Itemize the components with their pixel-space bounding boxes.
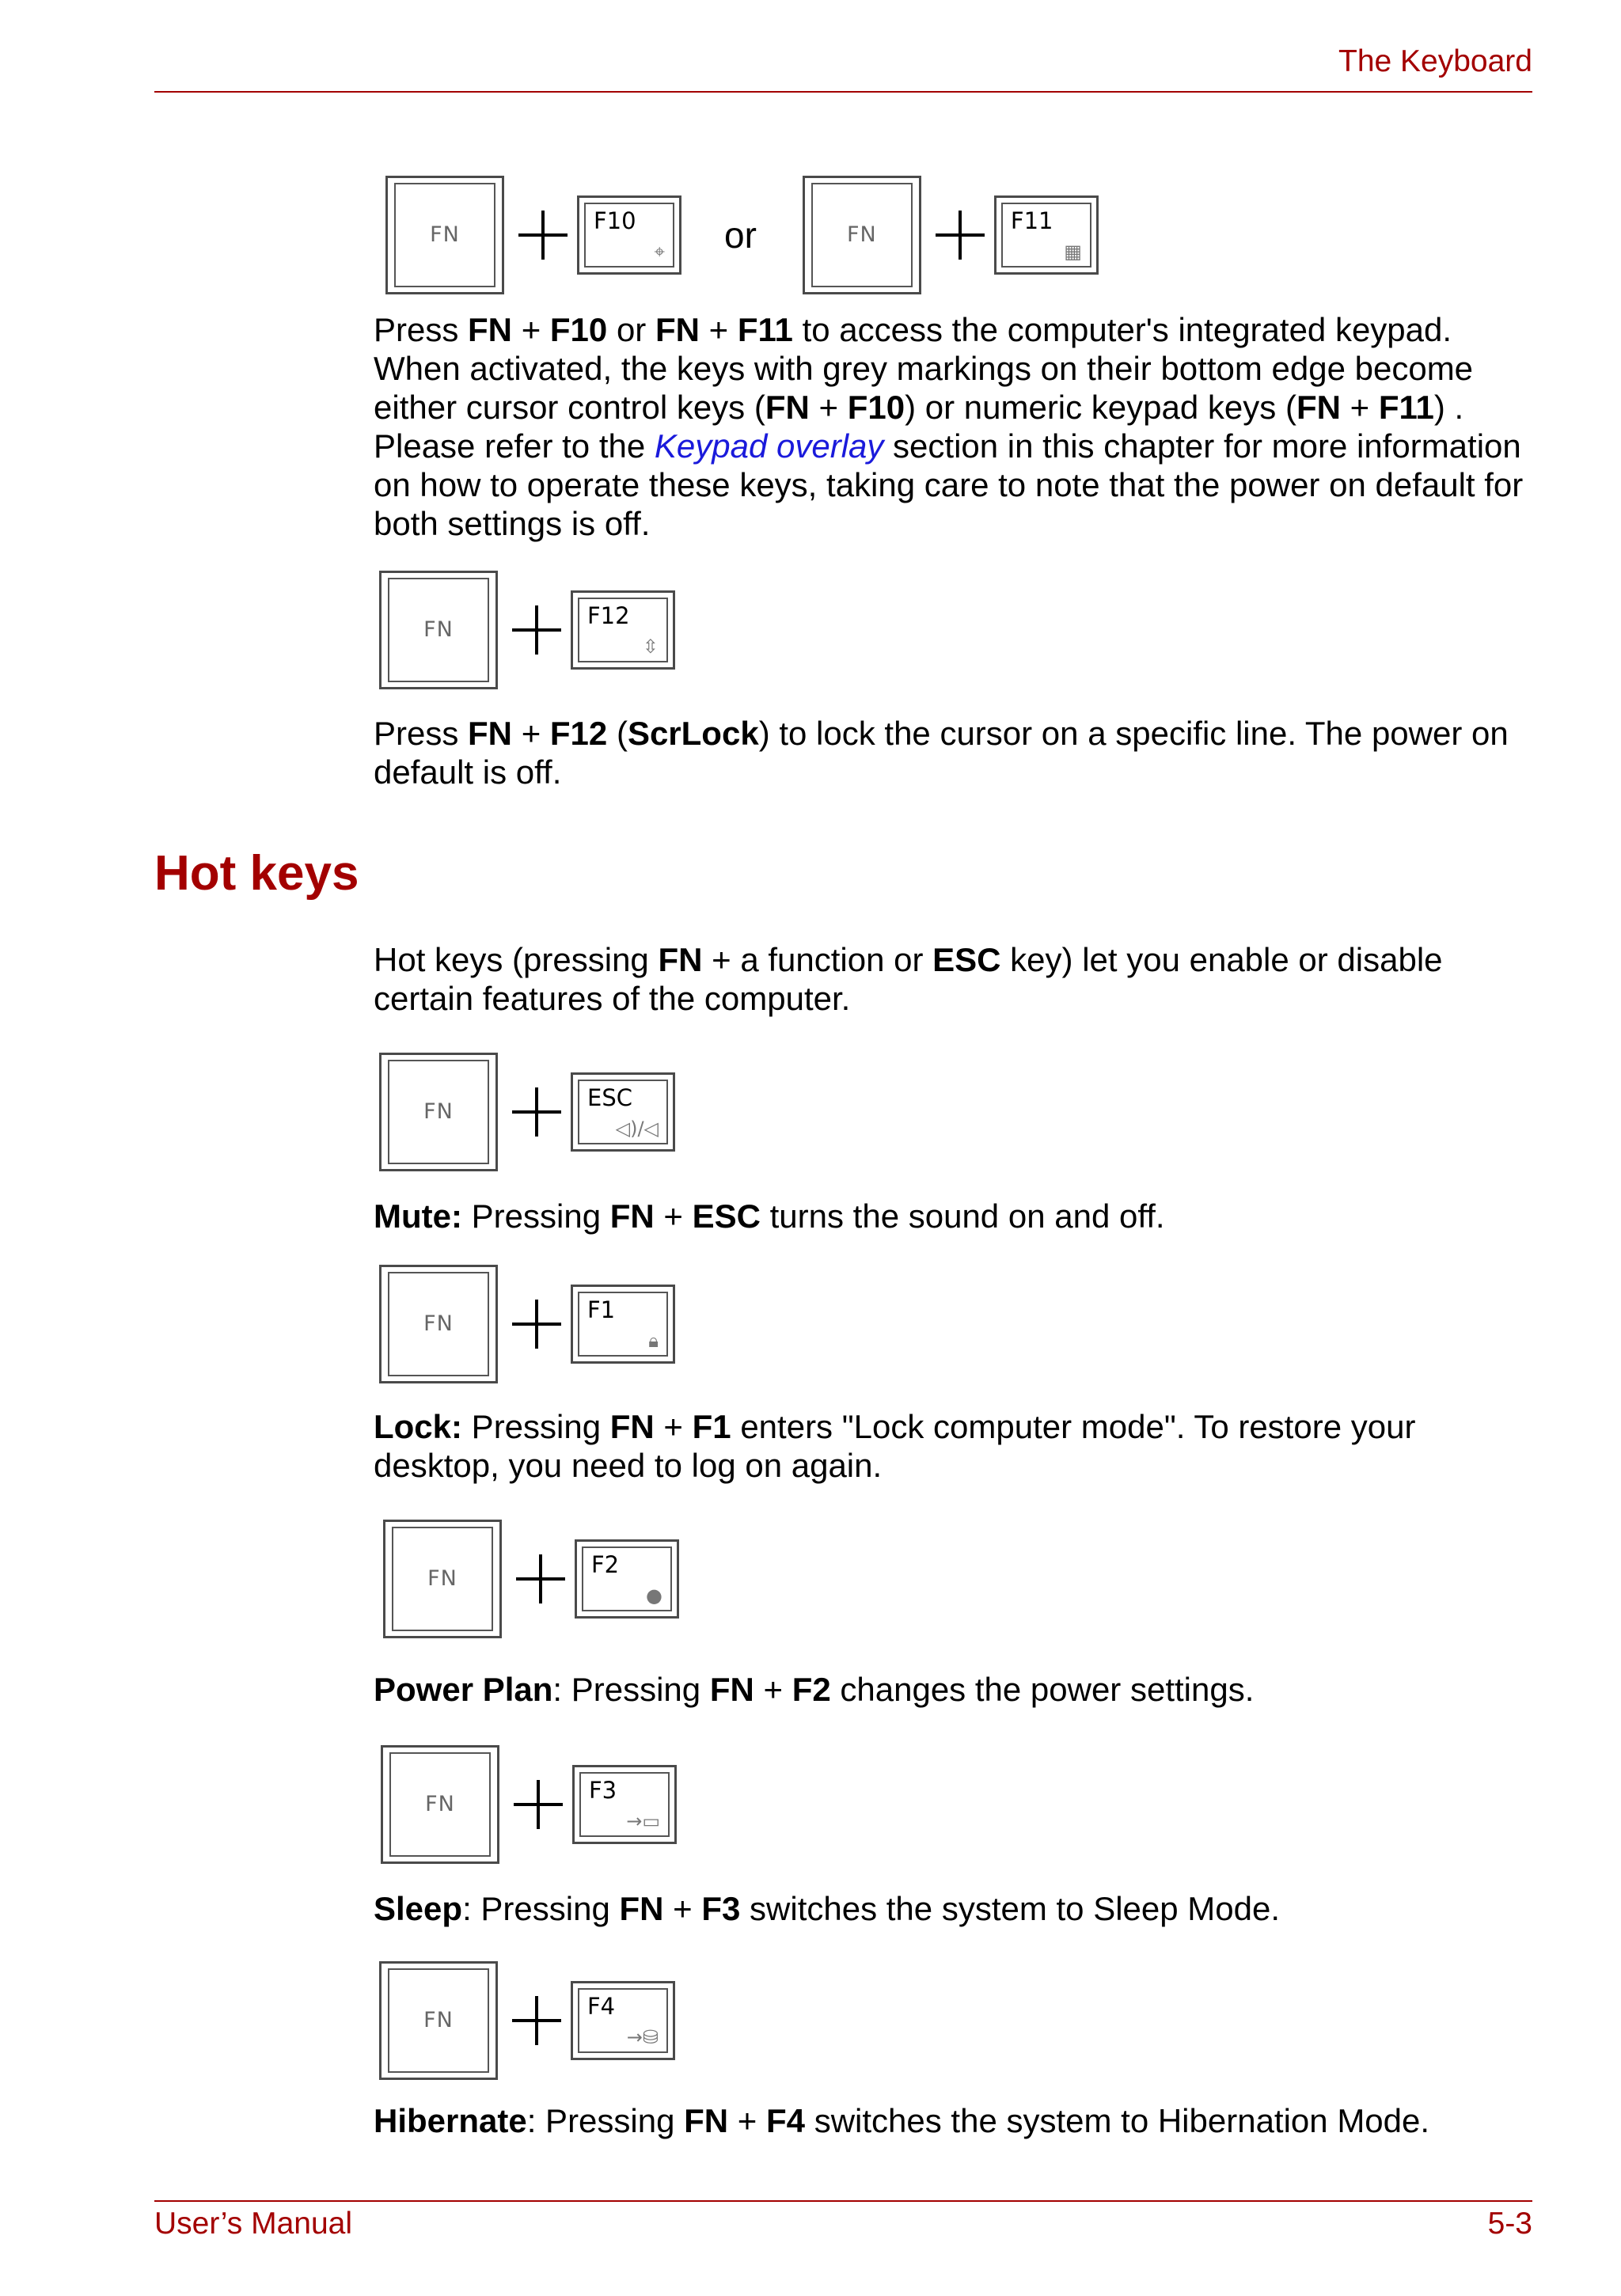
key-name: F4 <box>766 2102 806 2139</box>
key-name: F1 <box>692 1408 731 1445</box>
text: : Pressing <box>462 1890 620 1927</box>
key-name: ESC <box>692 1197 761 1235</box>
numeric-keypad-icon: ▦ <box>1064 241 1082 263</box>
fn-key <box>379 571 498 689</box>
key-name: F2 <box>792 1671 831 1708</box>
f2-key-label: F2 <box>591 1551 620 1578</box>
text: ) or numeric keypad keys ( <box>905 389 1296 426</box>
text: ) to lock the cursor on a specific line. The power on default is off. <box>374 715 1509 791</box>
key-name: F12 <box>549 715 608 752</box>
lock-paragraph <box>374 1407 1545 1485</box>
plus-icon <box>512 605 561 655</box>
scroll-lock-icon: ⇳ <box>642 636 659 658</box>
f3-key-label: F3 <box>589 1777 617 1804</box>
plus-icon <box>512 1087 561 1137</box>
plus-icon <box>518 211 568 260</box>
text: + <box>809 389 848 426</box>
power-plan-paragraph <box>374 1670 1545 1709</box>
mute-paragraph <box>374 1197 1545 1235</box>
f1-key-label: F1 <box>587 1296 616 1323</box>
text: + <box>654 1197 693 1235</box>
text: ( <box>607 715 628 752</box>
page-header-title: The Keyboard <box>1338 44 1532 78</box>
fn-key <box>383 1520 502 1638</box>
f1-key <box>571 1285 675 1364</box>
key-name: F3 <box>701 1890 741 1927</box>
sleep-icon: →▭ <box>626 1810 660 1832</box>
text: or <box>607 311 655 348</box>
scroll-lock-paragraph <box>374 714 1545 791</box>
speaker-mute-icon: ◁)/◁ <box>615 1118 659 1140</box>
key-name: F11 <box>737 311 793 348</box>
key-name: F10 <box>549 311 608 348</box>
text: + <box>654 1408 693 1445</box>
text: turns the sound on and off. <box>760 1197 1165 1235</box>
text: + <box>663 1890 702 1927</box>
text: + <box>512 311 550 348</box>
fn-key-label: FN <box>425 1792 455 1816</box>
hibernate-icon: →⛁ <box>626 2026 659 2048</box>
text: section in this chapter for more information on how to operate these keys, taking care to note that the power on default for both settings is off. <box>374 427 1524 542</box>
feature-name: Hibernate <box>374 2102 527 2139</box>
key-name: FN <box>619 1890 664 1927</box>
text: : Pressing <box>526 2102 685 2139</box>
section-heading-hot-keys: Hot keys <box>154 846 359 901</box>
key-combo-fn-f4 <box>379 1961 675 2080</box>
f11-key <box>994 195 1099 275</box>
key-name: FN <box>468 311 513 348</box>
footer-manual-title: User’s Manual <box>154 2207 352 2241</box>
text: Press <box>374 311 469 348</box>
plus-icon <box>512 1996 561 2045</box>
feature-name: Mute: <box>374 1197 462 1235</box>
fn-key <box>379 1961 498 2080</box>
fn-key-label: FN <box>423 1311 454 1336</box>
fn-key-label: FN <box>430 222 460 247</box>
hibernate-paragraph <box>374 2101 1545 2140</box>
text: Hot keys (pressing <box>374 941 659 978</box>
text: + <box>1340 389 1379 426</box>
plus-icon <box>512 1300 561 1349</box>
key-combo-fn-f1 <box>379 1265 675 1383</box>
fn-key-label: FN <box>427 1566 457 1591</box>
fn-key-label: FN <box>423 2008 454 2032</box>
text: enters "Lock computer mode". To restore your desktop, you need to log on again. <box>374 1408 1416 1484</box>
cursor-keypad-icon: ⌖ <box>654 241 665 263</box>
plus-icon <box>516 1554 565 1603</box>
feature-name: Sleep <box>374 1890 463 1927</box>
f11-key-label: F11 <box>1010 207 1053 234</box>
fn-key-label: FN <box>423 617 454 642</box>
fn-key <box>385 176 504 294</box>
page-number: 5-3 <box>1487 2207 1532 2241</box>
text: ) . Please refer to the <box>374 389 1464 465</box>
keypad-paragraph <box>374 310 1545 543</box>
f4-key <box>571 1981 675 2060</box>
text: + <box>512 715 550 752</box>
f3-key <box>572 1765 677 1844</box>
plus-icon <box>936 211 985 260</box>
text: + <box>754 1671 792 1708</box>
key-name: ScrLock <box>627 715 759 752</box>
keypad-overlay-link[interactable]: Keypad overlay <box>654 427 884 465</box>
key-combo-fn-f3 <box>381 1745 677 1864</box>
text: changes the power settings. <box>830 1671 1255 1708</box>
text: + <box>728 2102 767 2139</box>
hot-keys-intro-paragraph <box>374 940 1545 1018</box>
text: Pressing <box>461 1197 610 1235</box>
f10-key-label: F10 <box>594 207 636 234</box>
text: to access the computer's integrated keypad. When activated, the keys with grey markings on their bottom edge become either cursor control keys ( <box>374 311 1474 426</box>
fn-key <box>379 1265 498 1383</box>
text: switches the system to Sleep Mode. <box>740 1890 1281 1927</box>
text: Press <box>374 715 469 752</box>
key-name: FN <box>1296 389 1341 426</box>
key-combo-fn-f12 <box>379 571 675 689</box>
key-name: FN <box>609 1197 655 1235</box>
lock-icon: 🔒︎ <box>648 1330 659 1352</box>
f2-key <box>575 1539 679 1619</box>
esc-key-label: ESC <box>587 1084 632 1111</box>
key-name: F10 <box>847 389 905 426</box>
key-name: F11 <box>1378 389 1434 426</box>
esc-key <box>571 1072 675 1152</box>
key-name: FN <box>468 715 513 752</box>
fn-key-label: FN <box>847 222 877 247</box>
sleep-paragraph <box>374 1889 1545 1928</box>
key-name: FN <box>658 941 703 978</box>
fn-key <box>803 176 921 294</box>
text: : Pressing <box>552 1671 710 1708</box>
text: + a function or <box>702 941 933 978</box>
f12-key <box>571 590 675 670</box>
feature-name: Lock: <box>374 1408 463 1445</box>
or-separator: or <box>724 214 757 256</box>
power-plan-icon: ● <box>646 1584 662 1607</box>
plus-icon <box>514 1780 563 1829</box>
text: + <box>699 311 738 348</box>
key-combo-fn-f10-or-f11 <box>385 176 1099 294</box>
fn-key <box>381 1745 499 1864</box>
key-name: FN <box>609 1408 655 1445</box>
header-rule <box>154 91 1532 93</box>
text: switches the system to Hibernation Mode. <box>805 2102 1430 2139</box>
text: Pressing <box>462 1408 610 1445</box>
text: key) let you enable or disable certain features of the computer. <box>374 941 1443 1017</box>
key-combo-fn-f2 <box>383 1520 679 1638</box>
f10-key <box>577 195 681 275</box>
f4-key-label: F4 <box>587 1993 616 2020</box>
fn-key-label: FN <box>423 1099 454 1124</box>
key-combo-fn-esc <box>379 1053 675 1171</box>
feature-name: Power Plan <box>374 1671 553 1708</box>
key-name: FN <box>709 1671 754 1708</box>
footer-rule <box>154 2200 1532 2202</box>
key-name: FN <box>684 2102 729 2139</box>
key-name: ESC <box>932 941 1001 978</box>
fn-key <box>379 1053 498 1171</box>
key-name: FN <box>655 311 700 348</box>
key-name: FN <box>765 389 810 426</box>
f12-key-label: F12 <box>587 602 630 629</box>
